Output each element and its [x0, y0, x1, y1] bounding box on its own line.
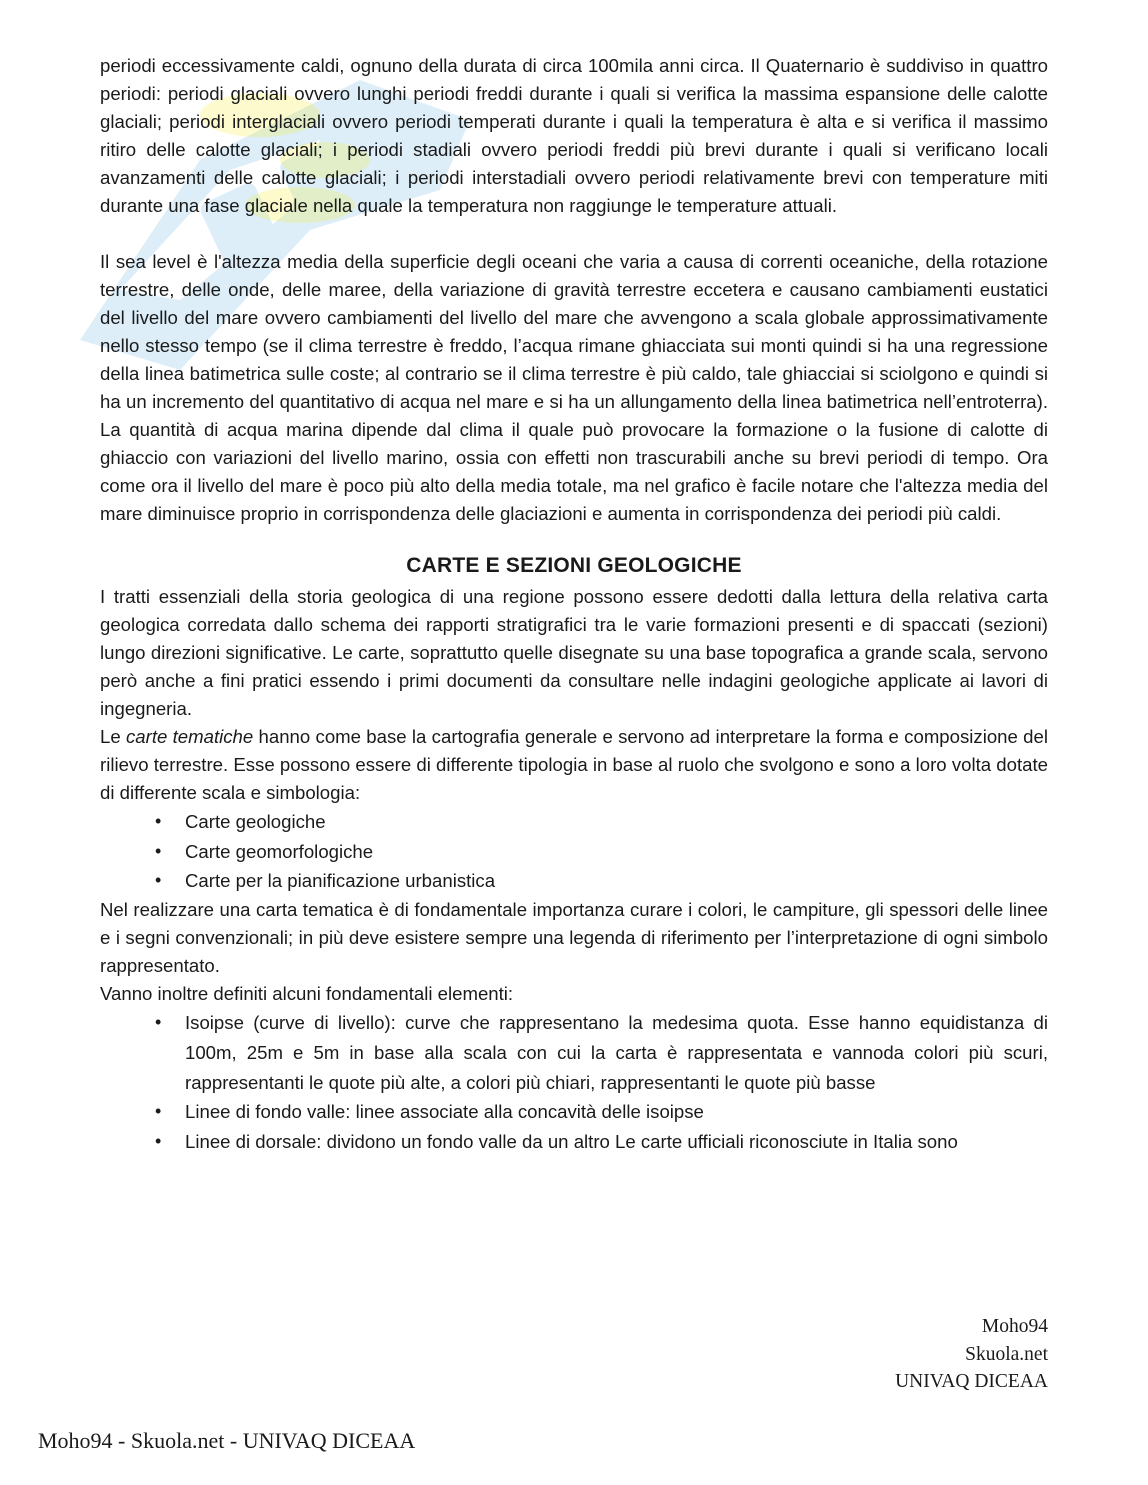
list-item: • Isoipse (curve di livello): curve che rappresentano la medesima quota. Esse hanno equidistanza di 100m, 25m e 5m in base alla scala con cui la carta è rappresentata e vannoda colori più scuri, rappresentanti le quote più alte, a colori più chiari, rappresentanti le quote più basse	[185, 1008, 1048, 1097]
list-item: • Carte geologiche	[185, 807, 1048, 837]
paragraph-geology-intro: I tratti essenziali della storia geologica di una regione possono essere dedotti dalla lettura della relativa carta geologica corredata dallo schema dei rapporti stratigrafici tra le varie formazioni presenti e di spaccati (sezioni) lungo direzioni significative. Le carte, soprattutto quelle disegnate su una base topografica a grande scala, servono però anche a fini pratici essendo i primi documenti da consultare nelle indagini geologiche applicate ai lavori di ingegneria.	[100, 585, 1048, 719]
paragraph-colors: Nel realizzare una carta tematica è di fondamentale importanza curare i colori, le campiture, gli spessori delle linee e i segni convenzionali; in più deve esistere sempre una legenda di riferimento per l’interpretazione di ogni simbolo rappresentato.	[100, 899, 1048, 977]
page-content	[100, 52, 1048, 1156]
paragraph-sea-level: Il sea level è l'altezza media della superficie degli oceani che varia a causa di correnti oceaniche, della rotazione terrestre, delle onde, delle maree, della variazione di gravità terrestre eccetera e causano cambiamenti eustatici del livello del mare ovvero cambiamenti del livello del mare che avvengono a scala globale approssimativamente nello stesso tempo (se il clima terrestre è freddo, l’acqua rimane ghiacciata sui monti quindi si ha una regressione della linea batimetrica sulle coste; al contrario se il clima terrestre è più caldo, tale ghiacciai si sciolgono e quindi si ha un incremento del quantitativo di acqua nel mare e si ha un allungamento della linea batimetrica nell’entroterra). La quantità di acqua marina dipende dal clima il quale può provocare la formazione o la fusione di calotte di ghiaccio con variazioni del livello marino, ossia con effetti non trascurabili anche su brevi periodi di tempo. Ora come ora il livello del mare è poco più alto della media totale, ma nel grafico è facile notare che l'altezza media del mare diminuisce proprio in corrispondenza delle glaciazioni e aumenta in corrispondenza dei periodi più caldi.	[100, 250, 1048, 525]
section-title: CARTE E SEZIONI GEOLOGICHE	[406, 553, 742, 577]
page-footer: Moho94 - Skuola.net - UNIVAQ DICEAA	[38, 1428, 416, 1453]
elements-list	[100, 1008, 1048, 1156]
list-item: • Linee di fondo valle: linee associate alla concavità delle isoipse	[185, 1097, 1048, 1127]
paragraph-thematic-maps	[100, 723, 1048, 807]
paragraph-elements-intro: Vanno inoltre definiti alcuni fondamentali elementi:	[100, 983, 514, 1005]
thematic-prefix: Le	[100, 725, 126, 747]
signature-line: UNIVAQ DICEAA	[895, 1371, 1048, 1392]
author-signature	[895, 1313, 1048, 1396]
list-item: • Carte geomorfologiche	[185, 837, 1048, 867]
map-types-list	[100, 807, 1048, 896]
list-item: • Linee di dorsale: dividono un fondo valle da un altro Le carte ufficiali riconosciute in Italia sono	[185, 1127, 1048, 1157]
thematic-term: carte tematiche	[125, 725, 254, 747]
paragraph-quaternary: periodi eccessivamente caldi, ognuno della durata di circa 100mila anni circa. Il Quaternario è suddiviso in quattro periodi: periodi glaciali ovvero lunghi periodi freddi durante i quali si verifica la massima espansione delle calotte glaciali; periodi interglaciali ovvero periodi temperati durante i quali la temperatura è alta e si verifica il massimo ritiro delle calotte glaciali; i periodi stadiali ovvero periodi freddi più brevi durante i quali si verificano locali avanzamenti delle calotte glaciali; i periodi interstadiali ovvero periodi relativamente brevi con temperature miti durante una fase glaciale nella quale la temperatura non raggiunge le temperature attuali.	[100, 55, 1048, 217]
thematic-suffix: hanno come base la cartografia generale e servono ad interpretare la forma e composizione del rilievo terrestre. Esse possono essere di differente tipologia in base al ruolo che svolgono e sono a loro volta dotate di differente scala e simbologia:	[100, 725, 1048, 804]
list-item: • Carte per la pianificazione urbanistica	[185, 866, 1048, 896]
signature-line: Skuola.net	[965, 1343, 1048, 1365]
signature-line: Moho94	[981, 1316, 1048, 1337]
